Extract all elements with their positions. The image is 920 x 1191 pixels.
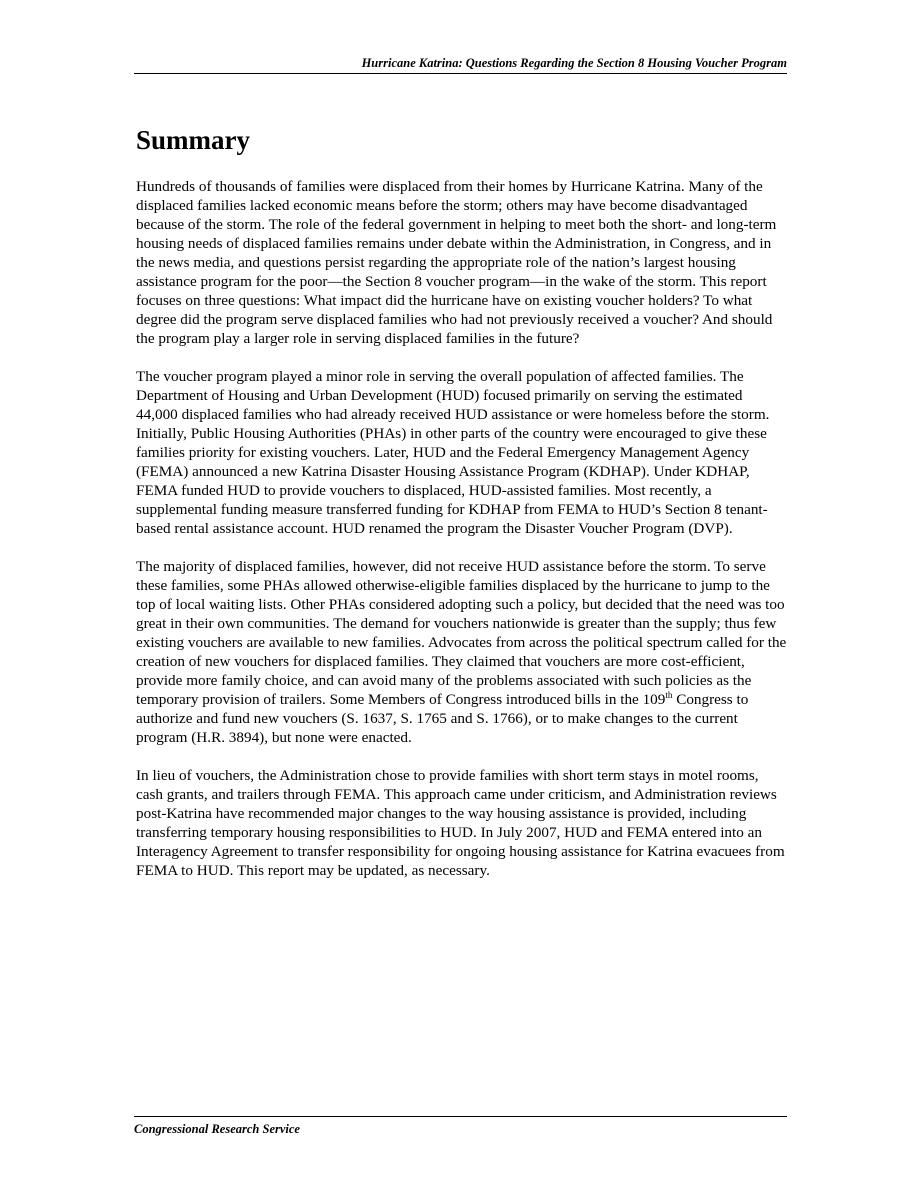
running-header-title: Hurricane Katrina: Questions Regarding the Section 8 Housing Voucher Program	[361, 56, 787, 70]
footer-publisher: Congressional Research Service	[134, 1122, 300, 1136]
paragraph-3-text-a: The majority of displaced families, however, did not receive HUD assistance before the storm. To serve these families, some PHAs allowed otherwise-eligible families displaced by the hurricane to jump to the top of local waiting lists. Other PHAs considered adopting such a policy, but decided that the need was too great in their own communities. The demand for vouchers nationwide is greater than the supply; thus few existing vouchers are available to new families. Advocates from across the political spectrum called for the creation of new vouchers for displaced families. They claimed that vouchers are more cost-efficient, provide more family choice, and can avoid many of the problems associated with such policies as the temporary provision of trailers. Some Members of Congress introduced bills in the 109	[136, 558, 787, 708]
ordinal-superscript: th	[665, 690, 673, 700]
page-footer	[134, 1116, 787, 1136]
paragraph-2: The voucher program played a minor role in serving the overall population of affected families. The Department of Housing and Urban Development (HUD) focused primarily on serving the estimated 44,000 displaced families who had already received HUD assistance or were homeless before the storm. Initially, Public Housing Authorities (PHAs) in other parts of the country were encouraged to give these families priority for existing vouchers. Later, HUD and the Federal Emergency Management Agency (FEMA) announced a new Katrina Disaster Housing Assistance Program (KDHAP). Under KDHAP, FEMA funded HUD to provide vouchers to displaced, HUD-assisted families. Most recently, a supplemental funding measure transferred funding for KDHAP from FEMA to HUD’s Section 8 tenant-based rental assistance account. HUD renamed the program the Disaster Voucher Program (DVP).	[136, 368, 770, 537]
paragraph-4: In lieu of vouchers, the Administration chose to provide families with short term stays in motel rooms, cash grants, and trailers through FEMA. This approach came under criticism, and Administration reviews post-Katrina have recommended major changes to the way housing assistance is provided, including transferring temporary housing responsibilities to HUD. In July 2007, HUD and FEMA entered into an Interagency Agreement to transfer responsibility for ongoing housing assistance for Katrina evacuees from FEMA to HUD. This report may be updated, as necessary.	[136, 767, 785, 879]
paragraph-3	[136, 557, 788, 747]
page-title: Summary	[136, 125, 250, 155]
summary-body	[136, 177, 788, 899]
paragraph-3-text-b: Congress to authorize and fund new vouchers (S. 1637, S. 1765 and S. 1766), or to make changes to the current program (H.R. 3894), but none were enacted.	[136, 691, 749, 746]
running-header	[134, 56, 787, 74]
paragraph-1: Hundreds of thousands of families were displaced from their homes by Hurricane Katrina. Many of the displaced families lacked economic means before the storm; others may have become disadvantaged because of the storm. The role of the federal government in helping to meet both the short- and long-term housing needs of displaced families remains under debate within the Administration, in Congress, and in the news media, and questions persist regarding the appropriate role of the nation’s largest housing assistance program for the poor—the Section 8 voucher program—in the wake of the storm. This report focuses on three questions: What impact did the hurricane have on existing voucher holders? To what degree did the program serve displaced families who had not previously received a voucher? And should the program play a larger role in serving displaced families in the future?	[136, 178, 777, 347]
